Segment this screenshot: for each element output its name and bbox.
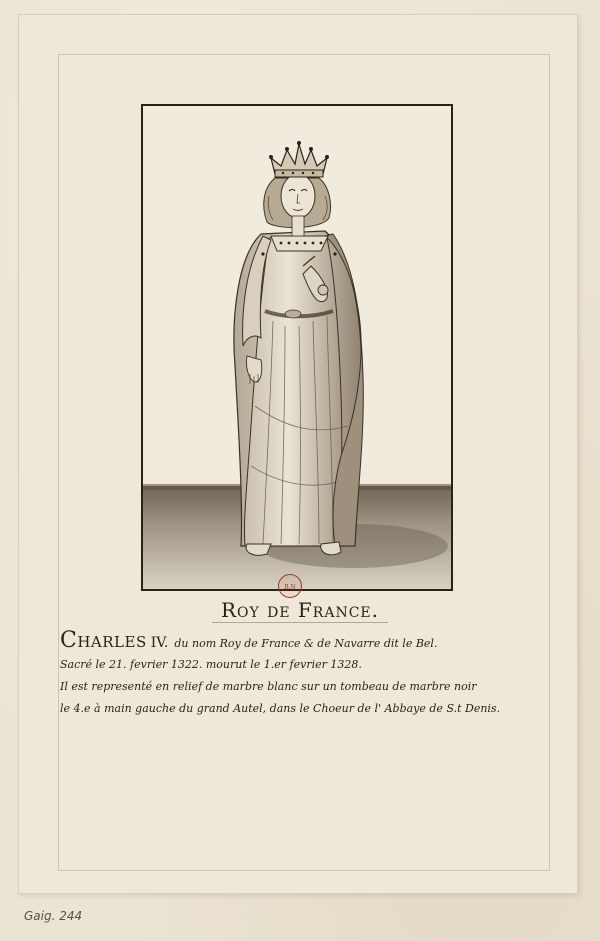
title-divider (212, 622, 388, 623)
caption-line-3: Il est representé en relief de marbre blanc sur un tombeau de marbre noir (60, 680, 477, 693)
king-figure-drawing (143, 106, 451, 589)
catalog-mark: Gaig. 244 (24, 909, 83, 923)
caption-line-1-rest: du nom Roy de France & de Navarre dit le Bel. (174, 637, 438, 650)
caption-name: Charles (60, 628, 147, 653)
caption-line-4: le 4.e à main gauche du grand Autel, dans le Choeur de l' Abbaye de S.t Denis. (60, 702, 501, 715)
caption-line-2: Sacré le 21. fevrier 1322. mourut le 1.er fevrier 1328. (60, 658, 362, 671)
caption-line-1 (60, 630, 538, 654)
caption-block (60, 630, 538, 720)
library-stamp-icon (278, 574, 302, 598)
caption-numeral: IV. (150, 635, 169, 651)
illustration-frame (141, 104, 453, 591)
plate-title: Roy de France. (220, 598, 379, 622)
stamp-text: B.N (284, 584, 296, 591)
